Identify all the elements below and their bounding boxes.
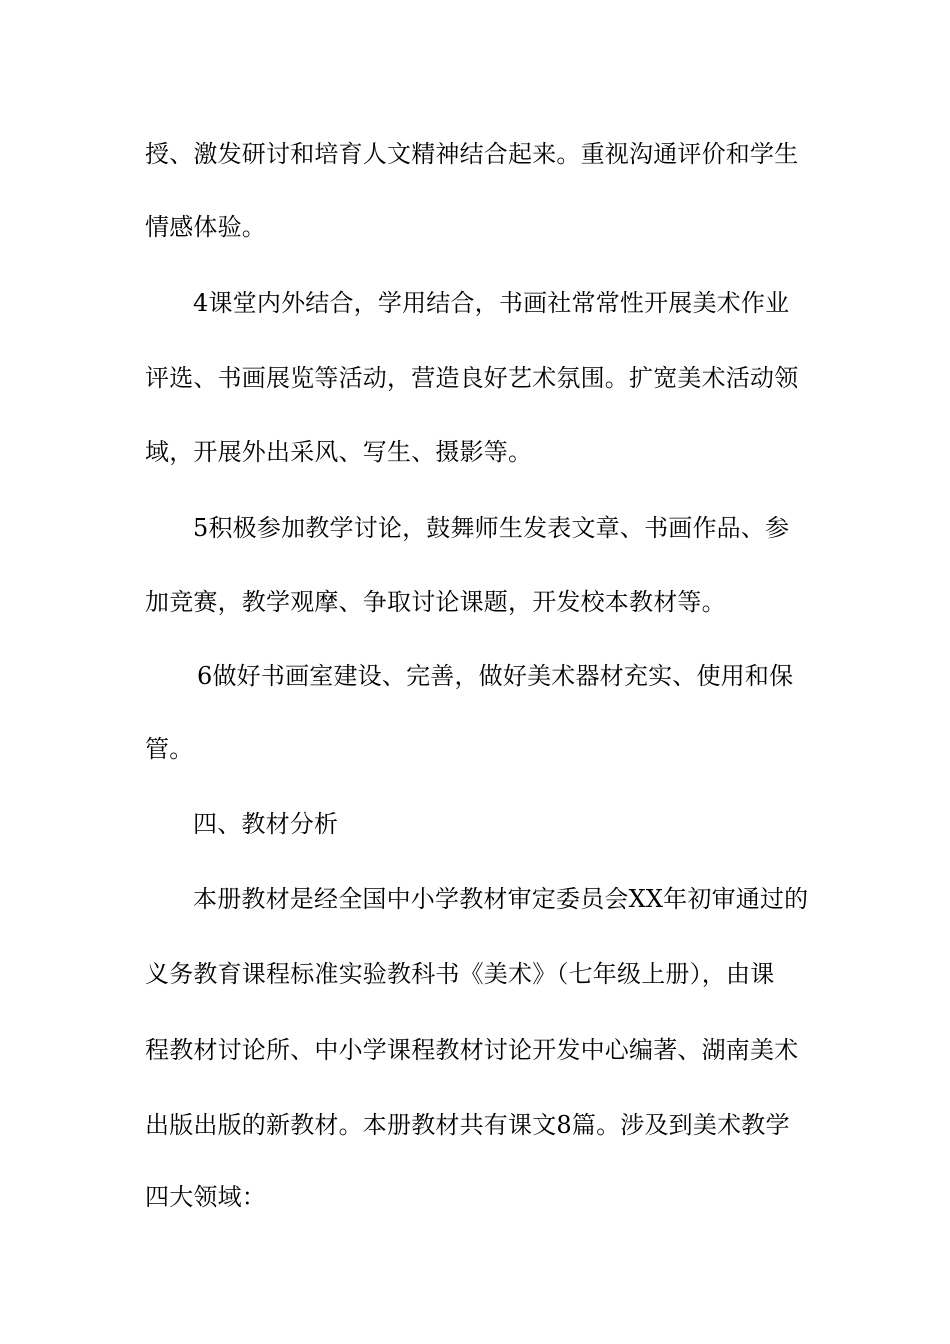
paragraph-line: 5积极参加教学讨论，鼓舞师生发表文章、书画作品、参 bbox=[193, 514, 790, 542]
paragraph-line: 域，开展外出采风、写生、摄影等。 bbox=[145, 438, 533, 466]
paragraph-line: 情感体验。 bbox=[145, 213, 266, 241]
paragraph-line: 本册教材是经全国中小学教材审定委员会XX年初审通过的 bbox=[193, 885, 809, 913]
paragraph-line: 程教材讨论所、中小学课程教材讨论开发中心编著、湖南美术 bbox=[145, 1036, 799, 1064]
paragraph-line: 评选、书画展览等活动，营造良好艺术氛围。扩宽美术活动领 bbox=[145, 364, 799, 392]
paragraph-line: 加竞赛，教学观摩、争取讨论课题，开发校本教材等。 bbox=[145, 588, 726, 616]
section-heading: 四、教材分析 bbox=[193, 810, 339, 838]
paragraph-line: 四大领域： bbox=[145, 1183, 266, 1211]
paragraph-line: 6做好书画室建设、完善，做好美术器材充实、使用和保 bbox=[197, 662, 794, 690]
paragraph-line: 义务教育课程标准实验教科书《美术》（七年级上册），由课 bbox=[145, 960, 775, 988]
paragraph-line: 管。 bbox=[145, 735, 194, 763]
paragraph-line: 出版出版的新教材。本册教材共有课文8篇。涉及到美术教学 bbox=[145, 1111, 790, 1139]
paragraph-line: 4课堂内外结合，学用结合，书画社常常性开展美术作业 bbox=[193, 289, 790, 317]
paragraph-line: 授、激发研讨和培育人文精神结合起来。重视沟通评价和学生 bbox=[145, 140, 799, 168]
